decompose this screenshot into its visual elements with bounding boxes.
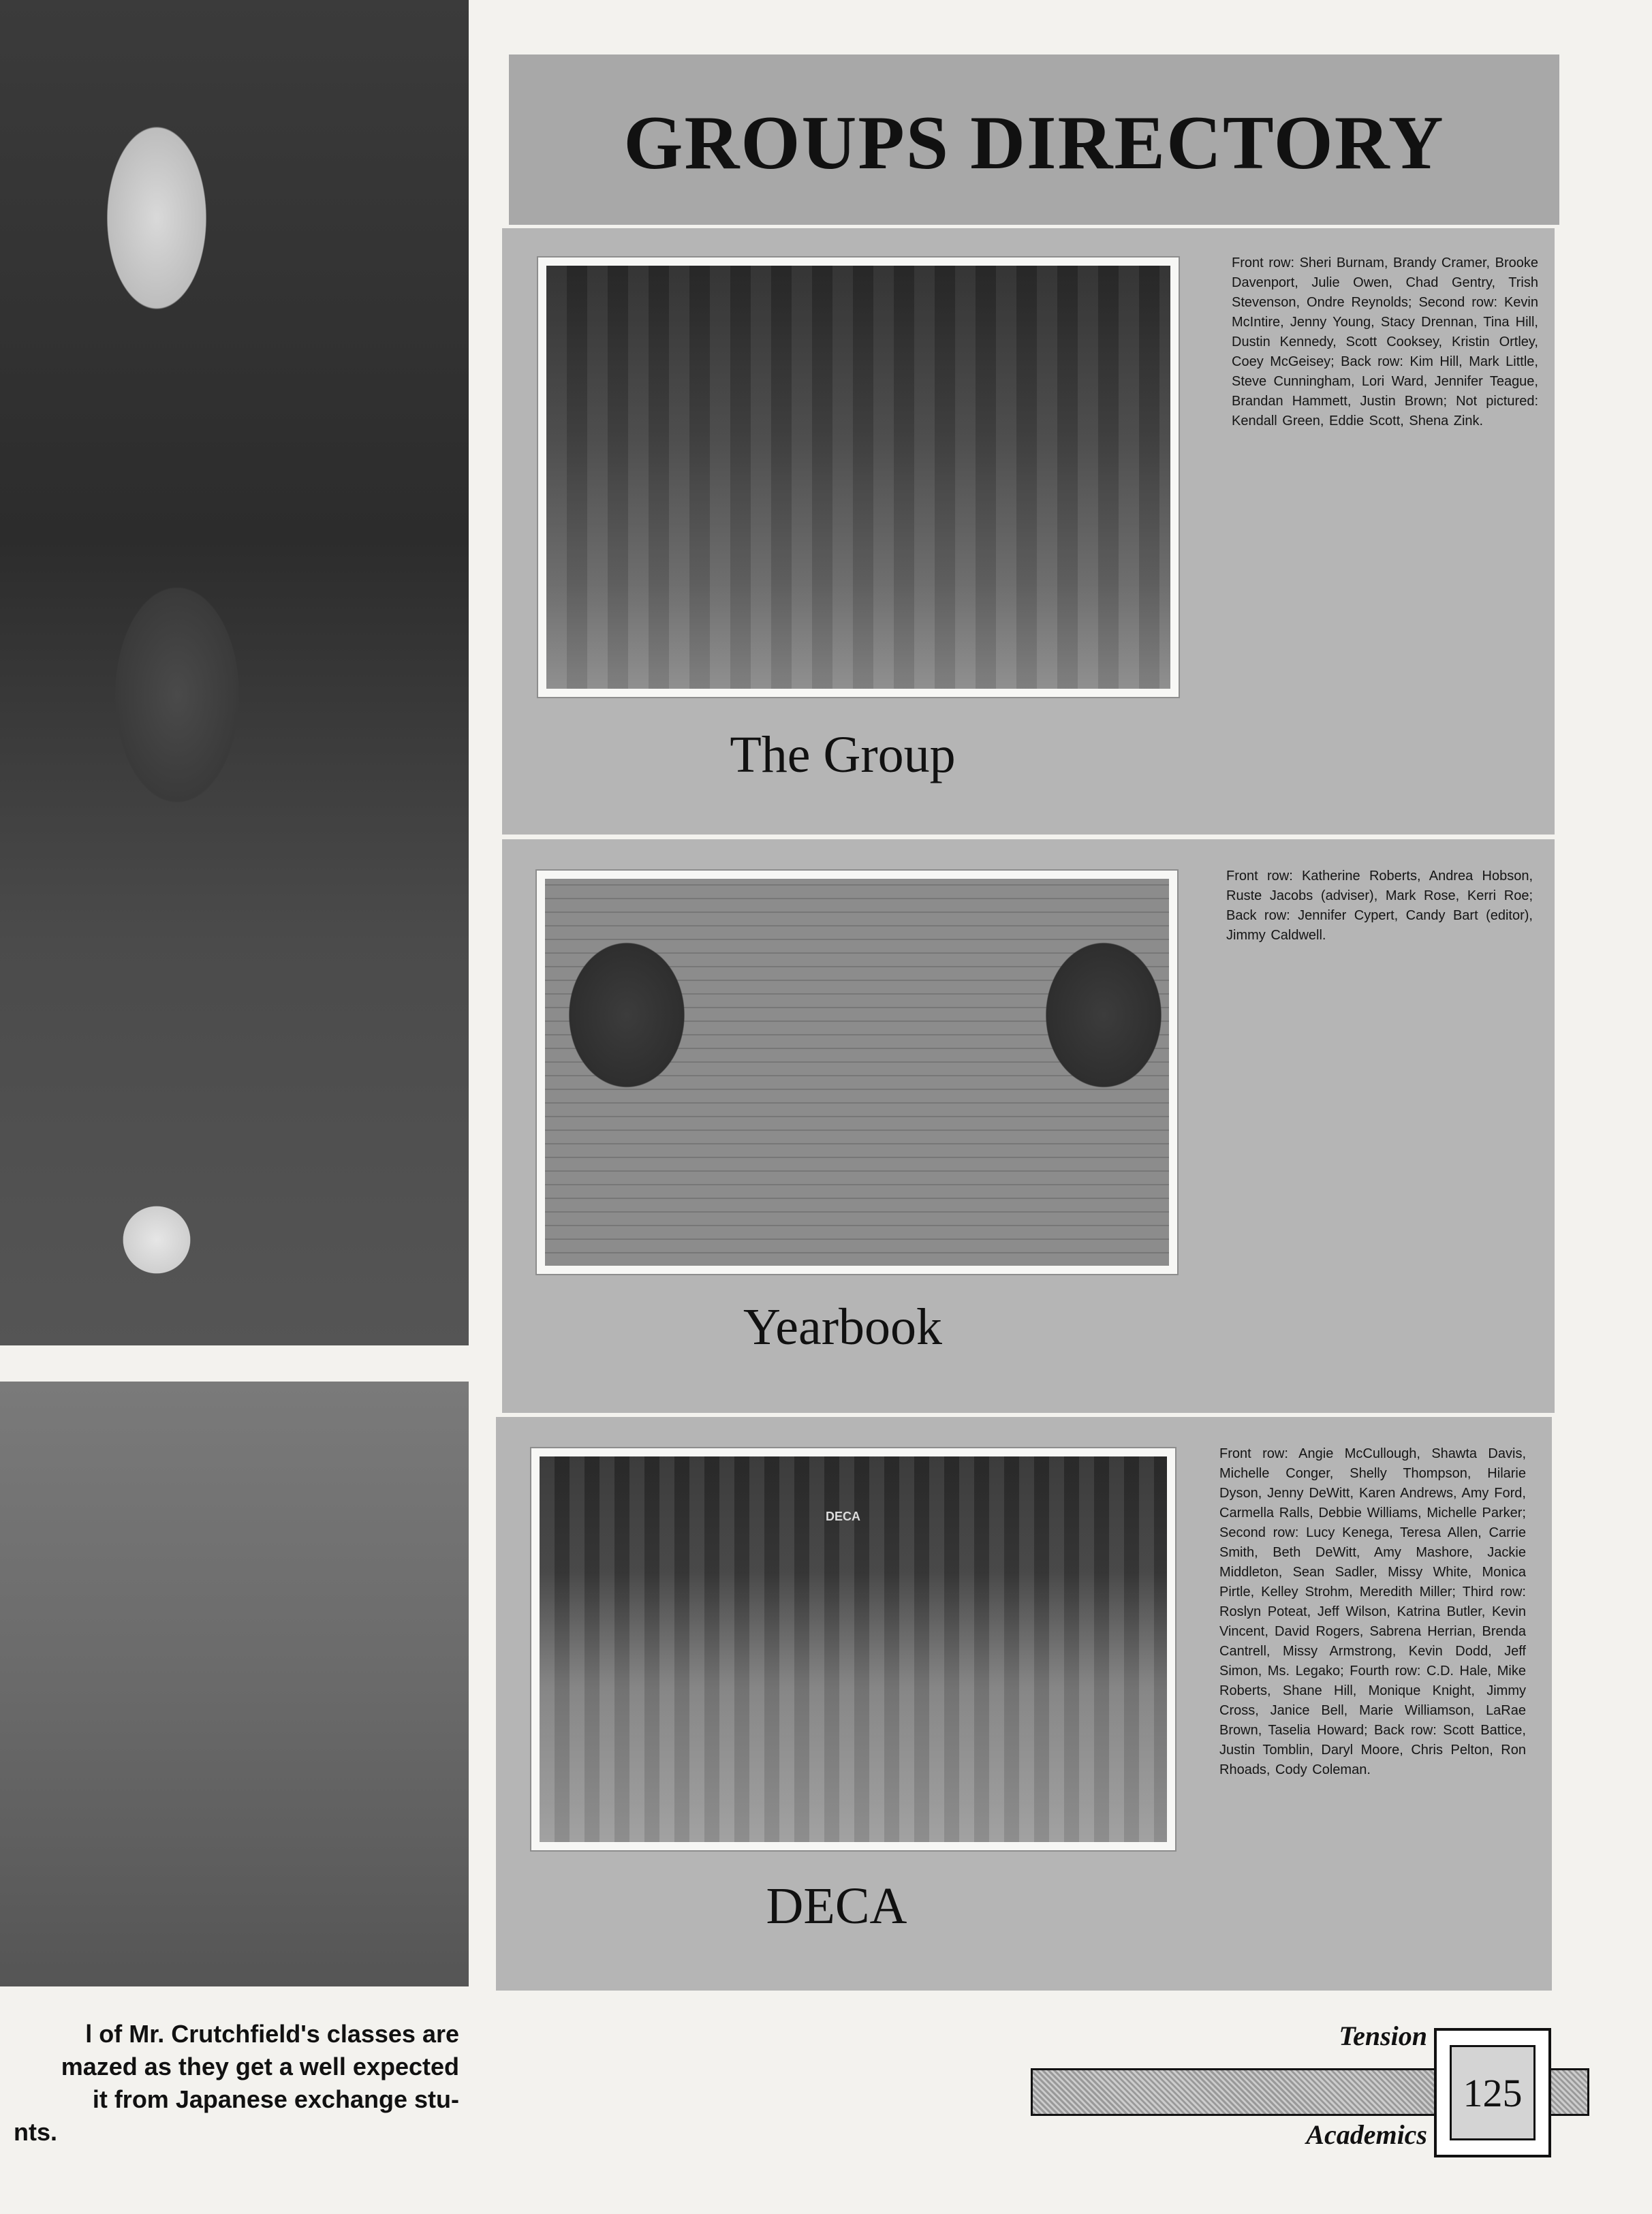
- deca-sign: DECA: [826, 1510, 861, 1523]
- caption-line: nts.: [14, 2118, 58, 2146]
- group-photo-the-group: [546, 266, 1170, 689]
- left-photo-caption: [0, 2018, 469, 2149]
- section-tab-top: Tension: [1339, 2021, 1427, 2051]
- group-name: DECA: [766, 1877, 907, 1935]
- caption-line: mazed as they get a well expected: [61, 2053, 459, 2080]
- group-photo-frame: [538, 258, 1179, 697]
- group-photo-deca: [540, 1456, 1167, 1842]
- left-photo-classroom: [0, 1382, 469, 1986]
- group-caption: Front row: Katherine Roberts, Andrea Hobson, Ruste Jacobs (adviser), Mark Rose, Kerri Roe; Back row: Jennifer Cypert, Candy Bart (editor), Jimmy Caldwell.: [1226, 869, 1533, 943]
- group-name: The Group: [730, 726, 956, 783]
- group-caption: Front row: Sheri Burnam, Brandy Cramer, Brooke Davenport, Julie Owen, Chad Gentry, Trish Stevenson, Ondre Reynolds; Second row: Kevin McIntire, Jenny Young, Stacy Drennan, Tina Hill, Dustin Kennedy, Scott Cooksey, Kristin Ortley, Coey McGeisey; Back row: Kim Hill, Mark Little, Steve Cunningham, Lori Ward, Jennifer Teague, Brandan Hammett, Justin Brown; Not pictured: Kendall Green, Eddie Scott, Shena Zink.: [1232, 255, 1538, 428]
- group-caption: Front row: Angie McCullough, Shawta Davis, Michelle Conger, Shelly Thompson, Hilarie Dyson, Jenny DeWitt, Karen Andrews, Amy Ford, Carmella Ralls, Debbie Williams, Michelle Parker; Second row: Lucy Kenega, Teresa Allen, Carrie Smith, Beth DeWitt, Amy Mashore, Jackie Middleton, Sean Sadler, Missy White, Monica Pirtle, Kelley Strohm, Meredith Miller; Third row: Roslyn Poteat, Jeff Wilson, Katrina Butler, Kevin Vincent, David Rogers, Sabrena Herrian, Brenda Cantrell, Missy Armstrong, Kevin Dodd, Jeff Simon, Ms. Legako; Fourth row: C.D. Hale, Mike Roberts, Shane Hill, Monique Knight, Jimmy Cross, Janice Bell, Marie Williamson, LaRae Brown, Taselia Howard; Back row: Scott Battice, Justin Tomblin, Daryl Moore, Chris Pelton, Ron Rhoads, Cody Coleman.: [1219, 1446, 1526, 1777]
- group-photo-yearbook: [545, 879, 1169, 1266]
- caption-line: it from Japanese exchange stu-: [92, 2085, 459, 2113]
- group-name: Yearbook: [743, 1298, 943, 1356]
- caption-line: l of Mr. Crutchfield's classes are: [85, 2020, 459, 2048]
- group-photo-frame: [537, 871, 1177, 1274]
- page-number: 125: [1463, 2070, 1523, 2115]
- left-photo-cheerleader: [0, 0, 469, 1345]
- page-title: GROUPS DIRECTORY: [623, 101, 1445, 185]
- section-tab-bottom: Academics: [1306, 2119, 1427, 2150]
- group-photo-frame: [531, 1448, 1175, 1850]
